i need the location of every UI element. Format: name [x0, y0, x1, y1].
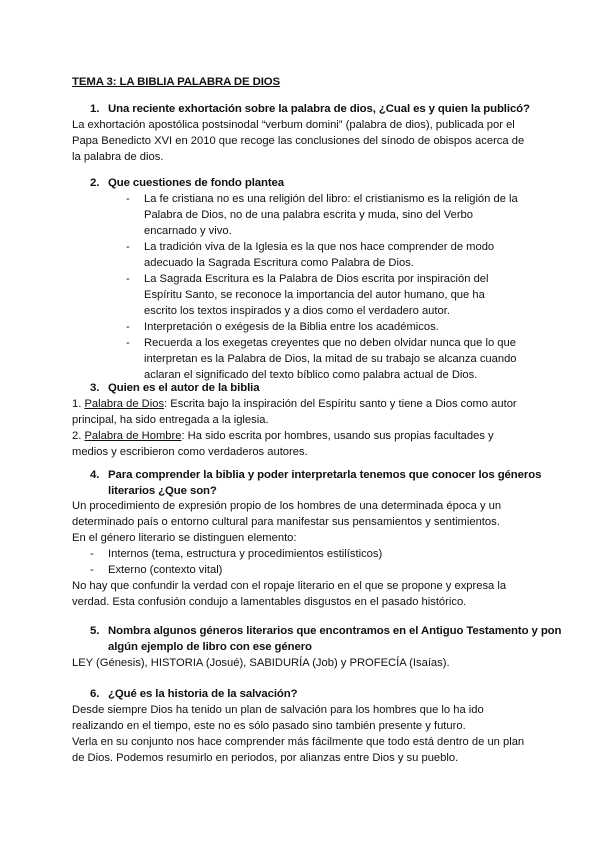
document-title: TEMA 3: LA BIBLIA PALABRA DE DIOS	[72, 76, 281, 88]
palabra-de-hombre-label: Palabra de Hombre	[84, 430, 182, 442]
list-item: - Interpretación o exégesis de la Biblia entre los académicos.	[126, 319, 518, 335]
list-item: - La fe cristiana no es una religión del libro: el cristianismo es la religión de la Palabra de Dios, no de una palabra escrita y muda, sino del Verbo encarnado y vivo.	[126, 191, 518, 239]
question-text: ¿Qué es la historia de la salvación?	[108, 688, 298, 700]
question-number: 5.	[90, 625, 100, 637]
answer-6	[72, 702, 532, 766]
answer-text: : Ha sido escrita por hombres, usando sus propias facultades y medios y escribieron como verdaderos autores.	[72, 430, 494, 458]
question-2-list	[126, 191, 518, 383]
list-item: - La tradición viva de la Iglesia es la que nos hace comprender de modo adecuado la Sagrada Escritura como Palabra de Dios.	[126, 239, 518, 271]
item-number: 1.	[72, 398, 85, 410]
answer-text: LEY (Génesis), HISTORIA (Josué), SABIDURÍA (Job) y PROFECÍA (Isaías).	[72, 657, 450, 669]
answer-paragraph-1	[72, 396, 532, 428]
answer-text: No hay que confundir la verdad con el ropaje literario en el que se propone y expresa la verdad. Esta confusión condujo a lamentables disgustos en el pasado histórico.	[72, 580, 507, 608]
question-text: Para comprender la biblia y poder interpretarla tenemos que conocer los géneros literarios ¿Que son?	[108, 469, 542, 497]
question-number: 1.	[90, 103, 100, 115]
item-number: 2.	[72, 430, 85, 442]
answer-1	[72, 117, 532, 165]
question-text: Una reciente exhortación sobre la palabra de dios, ¿Cual es y quien la publicó?	[108, 103, 530, 115]
question-number: 3.	[90, 382, 100, 394]
list-item: - Externo (contexto vital)	[90, 562, 510, 578]
question-text: Quien es el autor de la biblia	[108, 382, 260, 394]
question-number: 2.	[90, 177, 100, 189]
list-item: - Internos (tema, estructura y procedimientos estilísticos)	[90, 546, 510, 562]
question-number: 6.	[90, 688, 100, 700]
answer-text: Verla en su conjunto nos hace comprender más fácilmente que todo está dentro de un plan de Dios. Podemos resumirlo en periodos, por alianzas entre Dios y su pueblo.	[72, 736, 525, 764]
question-4-list	[90, 546, 510, 578]
list-item: - La Sagrada Escritura es la Palabra de Dios escrita por inspiración del Espíritu Santo, se reconoce la importancia del autor humano, que ha escrito los textos inspirados y a dios como el verdadero autor.	[126, 271, 518, 319]
answer-text: Un procedimiento de expresión propio de los hombres de una determinada época y un determinado país o entorno cultural para manifestar sus pensamientos y sentimientos.	[72, 500, 502, 528]
answer-4-closing	[72, 578, 532, 610]
answer-paragraph-2	[72, 428, 532, 460]
list-item: - Recuerda a los exegetas creyentes que no deben olvidar nunca que lo que interpretan es la Palabra de Dios, la mitad de su trabajo se alcanza cuando aclaran el significado del texto bíblico como palabra actual de Dios.	[126, 335, 518, 383]
answer-text: : Escrita bajo la inspiración del Espíritu santo y tiene a Dios como autor principal, ha sido entregada a la iglesia.	[72, 398, 517, 426]
answer-4	[72, 498, 532, 546]
palabra-de-dios-label: Palabra de Dios	[84, 398, 165, 410]
question-text: Que cuestiones de fondo plantea	[108, 177, 285, 189]
answer-3	[72, 396, 532, 460]
answer-text: La exhortación apostólica postsinodal “verbum domini” (palabra de dios), publicada por el Papa Benedicto XVI en 2010 que recoge las conclusiones del sínodo de obispos acerca de la palabra de dios.	[72, 119, 525, 163]
answer-intro: En el género literario se distinguen elemento:	[72, 532, 297, 544]
question-number: 4.	[90, 469, 100, 481]
answer-5	[72, 655, 532, 671]
question-text: Nombra algunos géneros literarios que encontramos en el Antiguo Testamento y pon algún ejemplo de libro con ese género	[108, 625, 562, 653]
answer-text: Desde siempre Dios ha tenido un plan de salvación para los hombres que lo ha ido realizando en el tiempo, este no es sólo pasado sino también presente y futuro.	[72, 704, 484, 732]
